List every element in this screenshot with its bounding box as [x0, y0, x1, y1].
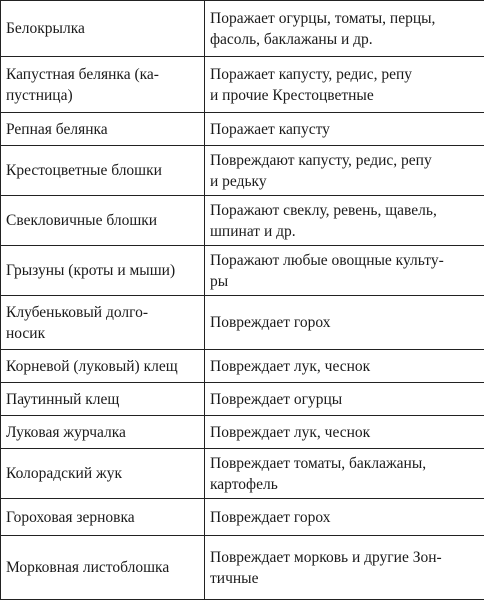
- table-row: [1, 383, 484, 416]
- damage-cell: [205, 196, 484, 246]
- damage-cell: [205, 1, 484, 57]
- table-row: [1, 57, 484, 113]
- table-row: [1, 296, 484, 350]
- damage-cell: [205, 246, 484, 296]
- damage-description: Повреждает томаты, баклажаны, картофель: [210, 455, 426, 493]
- damage-cell: [205, 113, 484, 146]
- pest-name-cell: [1, 536, 205, 600]
- pest-name-cell: [1, 113, 205, 146]
- pest-name-cell: [1, 296, 205, 350]
- damage-description: Повреждает морковь и другие Зон- тичные: [210, 549, 442, 587]
- damage-cell: [205, 57, 484, 113]
- pest-name-cell: [1, 57, 205, 113]
- damage-cell: [205, 146, 484, 196]
- table-row: [1, 1, 484, 57]
- damage-description: Повреждает горох: [210, 314, 330, 331]
- table-row: [1, 196, 484, 246]
- table-row: [1, 416, 484, 449]
- damage-description: Поражают любые овощные культу- ры: [210, 252, 444, 290]
- pest-name: Луковая журчалка: [6, 424, 126, 441]
- pest-name: Морковная листоблошка: [6, 559, 169, 576]
- pest-name-cell: [1, 449, 205, 499]
- pest-name: Клубеньковый долго- носик: [6, 304, 148, 342]
- damage-description: Повреждает горох: [210, 509, 330, 526]
- damage-cell: [205, 383, 484, 416]
- damage-cell: [205, 350, 484, 383]
- damage-cell: [205, 296, 484, 350]
- pest-name: Белокрылка: [6, 20, 85, 37]
- pest-name: Крестоцветные блошки: [6, 162, 162, 179]
- pest-name: Репная белянка: [6, 121, 108, 138]
- damage-description: Поражает капусту, редис, репу и прочие Крестоцветные: [210, 66, 412, 104]
- pest-name-cell: [1, 146, 205, 196]
- damage-description: Повреждает лук, чеснок: [210, 358, 370, 375]
- damage-cell: [205, 499, 484, 536]
- damage-description: Поражают свеклу, ревень, щавель, шпинат и др.: [210, 202, 437, 240]
- pest-name: Свекловичные блошки: [6, 212, 157, 229]
- table-row: [1, 536, 484, 600]
- pest-name: Корневой (луковый) клещ: [6, 358, 178, 375]
- damage-description: Повреждает огурцы: [210, 391, 342, 408]
- pest-name-cell: [1, 1, 205, 57]
- damage-description: Поражает огурцы, томаты, перцы, фасоль, баклажаны и др.: [210, 10, 435, 48]
- pest-name: Гороховая зерновка: [6, 509, 135, 526]
- table-row: [1, 499, 484, 536]
- pest-name-cell: [1, 416, 205, 449]
- table-row: [1, 246, 484, 296]
- damage-description: Поражает капусту: [210, 121, 330, 138]
- pest-name: Колорадский жук: [6, 465, 122, 482]
- pest-name-cell: [1, 196, 205, 246]
- damage-description: Повреждают капусту, редис, репу и редьку: [210, 152, 432, 190]
- table-row: [1, 350, 484, 383]
- table-row: [1, 113, 484, 146]
- pest-name: Паутинный клещ: [6, 391, 119, 408]
- pest-name: Грызуны (кроты и мыши): [6, 262, 175, 279]
- pest-name-cell: [1, 350, 205, 383]
- damage-description: Повреждает лук, чеснок: [210, 424, 370, 441]
- pest-name: Капустная белянка (ка- пустница): [6, 66, 159, 104]
- table-row: [1, 146, 484, 196]
- damage-cell: [205, 536, 484, 600]
- damage-cell: [205, 449, 484, 499]
- table-row: [1, 449, 484, 499]
- pest-name-cell: [1, 246, 205, 296]
- damage-cell: [205, 416, 484, 449]
- pest-name-cell: [1, 383, 205, 416]
- pest-name-cell: [1, 499, 205, 536]
